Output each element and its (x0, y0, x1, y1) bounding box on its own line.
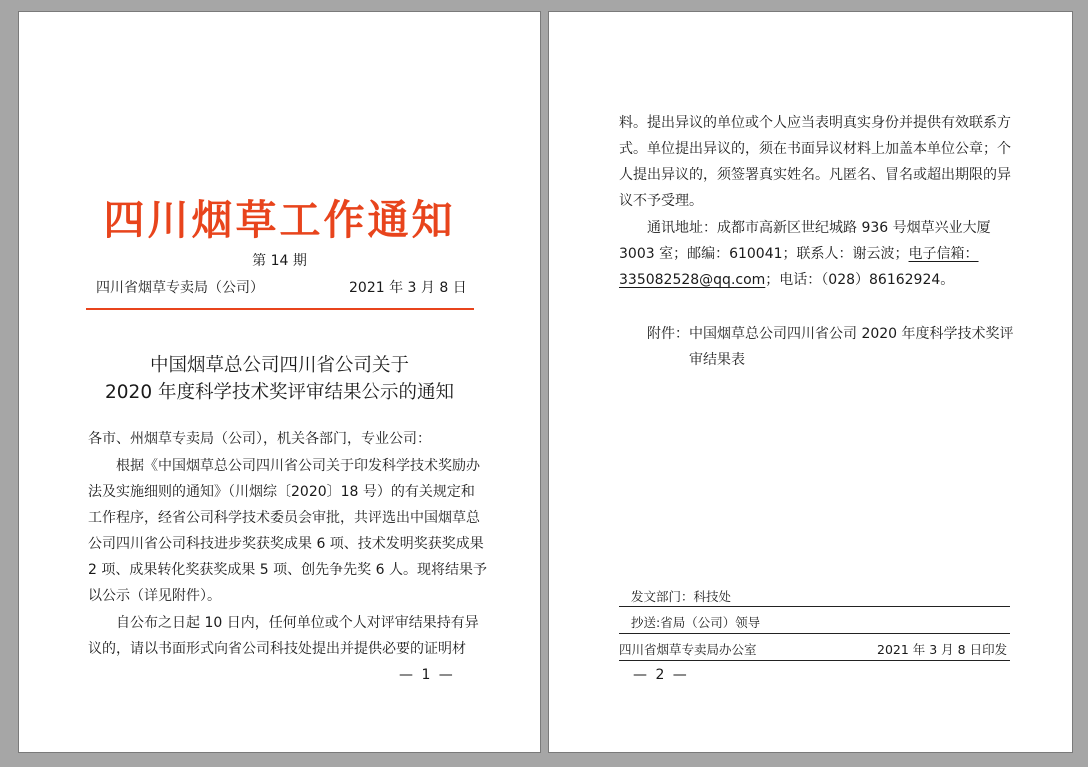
footer-office: 四川省烟草专卖局办公室 (619, 642, 757, 657)
para1-line: 根据《中国烟草总公司四川省公司关于印发科学技术奖励办 (116, 458, 480, 474)
continuation-line: 料。提出异议的单位或个人应当表明真实身份并提供有效联系方 (619, 115, 1011, 131)
masthead-red-rule (86, 308, 474, 310)
attachment-label: 附件： (647, 326, 689, 342)
footer-issuing-dept: 发文部门：科技处 (631, 589, 732, 604)
address-line-1: 通讯地址：成都市高新区世纪城路 936 号烟草兴业大厦 (647, 220, 991, 236)
issuer-name: 四川省烟草专卖局（公司） (96, 280, 264, 296)
para2-line: 议的，请以书面形式向省公司科技处提出并提供必要的证明材 (88, 641, 466, 657)
address-line-3 (619, 267, 954, 293)
footer-print-date: 2021 年 3 月 8 日印发 (877, 642, 1008, 657)
document-page-2 (548, 11, 1073, 753)
para1-line: 法及实施细则的通知》（川烟综〔2020〕18 号）的有关规定和 (88, 484, 475, 500)
continuation-line: 议不予受理。 (619, 193, 703, 209)
footer-rule-bottom (619, 660, 1010, 661)
para1-line: 公司四川省公司科技进步奖获奖成果 6 项、技术发明奖获奖成果 (88, 536, 484, 552)
para1-line: 以公示（详见附件）。 (88, 588, 221, 604)
email-label: 电子信箱： (908, 246, 979, 262)
footer-rule-middle (619, 633, 1010, 634)
phone-number: ；电话：（028）86162924。 (765, 272, 955, 288)
footer-rule-top (619, 606, 1010, 607)
notice-title-line-1: 中国烟草总公司四川省公司关于 (149, 355, 409, 376)
footer-cc: 抄送:省局（公司）领导 (631, 615, 761, 630)
masthead-title: 四川烟草工作通知 (103, 196, 456, 244)
para2-line: 自公布之日起 10 日内，任何单位或个人对评审结果持有异 (116, 615, 479, 631)
attachment-title-line-1: 中国烟草总公司四川省公司 2020 年度科学技术奖评 (689, 326, 1014, 342)
issue-date: 2021 年 3 月 8 日 (349, 280, 467, 296)
page-number: — 1 — (399, 667, 455, 683)
notice-title-line-2: 2020 年度科学技术奖评审结果公示的通知 (105, 382, 454, 403)
address-line-2 (619, 241, 979, 267)
email-link[interactable]: 335082528@qq.com (619, 272, 766, 288)
salutation: 各市、州烟草专卖局（公司），机关各部门，专业公司： (88, 431, 431, 447)
continuation-line: 式。单位提出异议的，须在书面异议材料上加盖本单位公章；个 (619, 141, 1011, 157)
document-page-1 (18, 11, 541, 753)
address-postcode-contact: 3003 室；邮编：610041；联系人：谢云波； (619, 246, 909, 262)
para1-line: 2 项、成果转化奖获奖成果 5 项、创先争先奖 6 人。现将结果予 (88, 562, 487, 578)
issue-number: 第 14 期 (252, 253, 307, 269)
para1-line: 工作程序，经省公司科学技术委员会审批，共评选出中国烟草总 (88, 510, 480, 526)
attachment-title-line-2: 审结果表 (689, 352, 745, 368)
continuation-line: 人提出异议的，须签署真实姓名。凡匿名、冒名或超出期限的异 (619, 167, 1011, 183)
page-number: — 2 — (633, 667, 689, 683)
